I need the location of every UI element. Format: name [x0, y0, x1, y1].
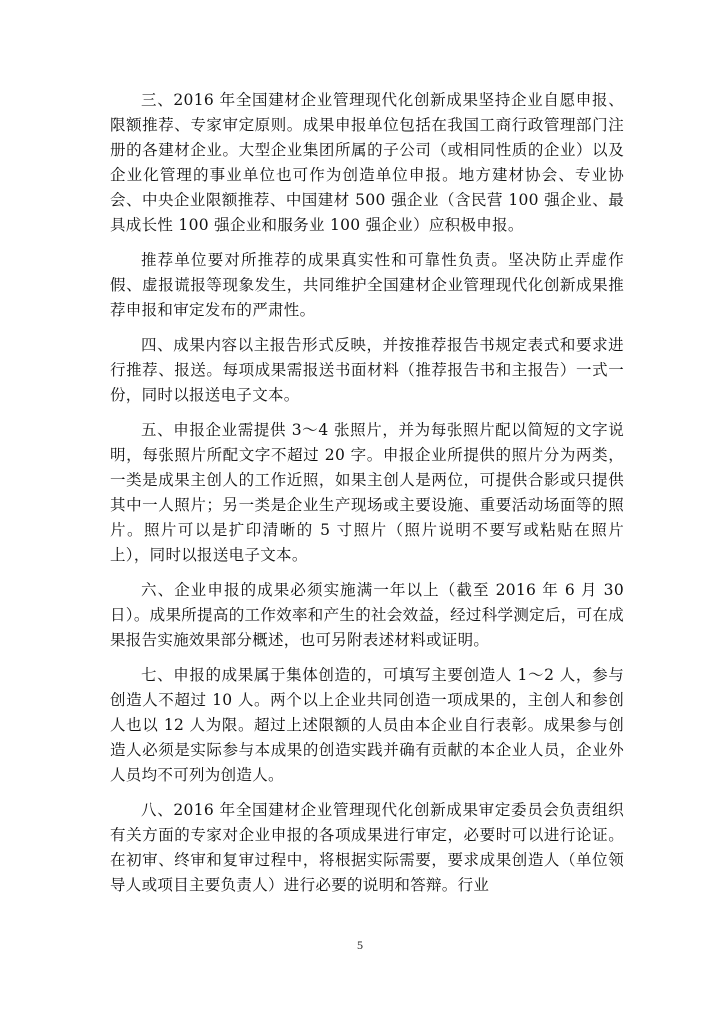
- paragraph-recommendation-responsibility: 推荐单位要对所推荐的成果真实性和可靠性负责。坚决防止弄虚作假、虚报谎报等现象发生，共同维护全国建材企业管理现代化创新成果推荐申报和审定发布的严肃性。: [110, 251, 624, 319]
- paragraph-section-4: 四、成果内容以主报告形式反映，并按推荐报告书规定表式和要求进行推荐、报送。每项成果需报送书面材料（推荐报告书和主报告）一式一份，同时以报送电子文本。: [110, 336, 624, 404]
- paragraph-section-8: 八、2016 年全国建材企业管理现代化创新成果审定委员会负责组织有关方面的专家对企业申报的各项成果进行审定，必要时可以进行论证。在初审、终审和复审过程中，将根据实际需要，要求成果创造人（单位领导人或项目主要负责人）进行必要的说明和答辩。行业: [110, 801, 624, 894]
- document-body: [110, 88, 624, 908]
- paragraph-section-6: 六、企业申报的成果必须实施满一年以上（截至 2016 年 6 月 30 日）。成果所提高的工作效率和产生的社会效益，经过科学测定后，可在成果报告实施效果部分概述，也可另附表述材料或证明。: [110, 581, 624, 649]
- paragraph-section-7: 七、申报的成果属于集体创造的，可填写主要创造人 1～2 人，参与创造人不超过 10 人。两个以上企业共同创造一项成果的，主创人和参创人也以 12 人为限。超过上述限额的人员由本企业自行表彰。成果参与创造人必须是实际参与本成果的创造实践并确有贡献的本企业人员，企业外人员均不可列为创造人。: [110, 666, 624, 784]
- page-number: 5: [357, 938, 363, 952]
- paragraph-section-3: 三、2016 年全国建材企业管理现代化创新成果坚持企业自愿申报、限额推荐、专家审定原则。成果申报单位包括在我国工商行政管理部门注册的各建材企业。大型企业集团所属的子公司（或相同性质的企业）以及企业化管理的事业单位也可作为创造单位申报。地方建材协会、专业协会、中央企业限额推荐、中国建材 500 强企业（含民营 100 强企业、最具成长性 100 强企业和服务业 100 强企业）应积极申报。: [110, 91, 624, 234]
- paragraph-section-5: 五、申报企业需提供 3～4 张照片，并为每张照片配以简短的文字说明，每张照片所配文字不超过 20 字。申报企业所提供的照片分为两类，一类是成果主创人的工作近照，如果主创人是两位，可提供合影或只提供其中一人照片；另一类是企业生产现场或主要设施、重要活动场面等的照片。照片可以是扩印清晰的 5 寸照片（照片说明不要写或粘贴在照片上），同时以报送电子文本。: [110, 421, 624, 564]
